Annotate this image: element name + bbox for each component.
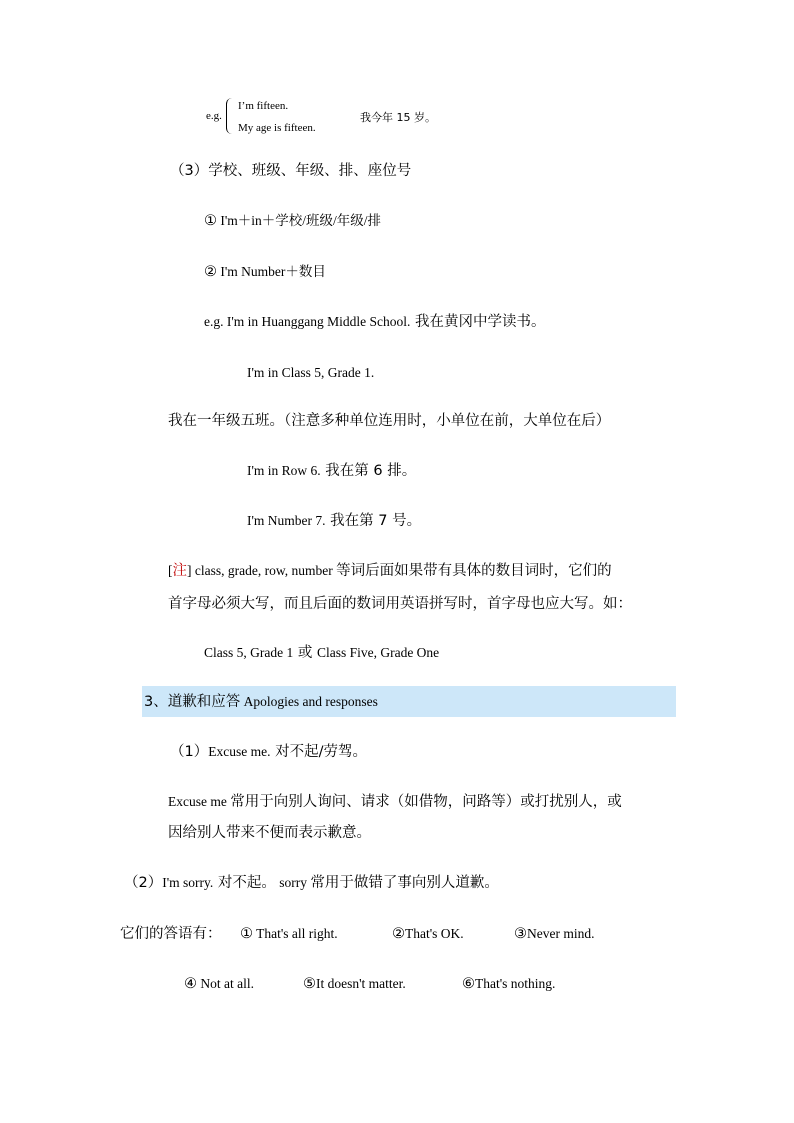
answer-5: [303, 974, 406, 994]
note-mark: 注: [172, 563, 187, 579]
item-1-desc-en: Excuse me: [168, 794, 231, 809]
example-school: [204, 312, 546, 332]
answer-4: [184, 974, 254, 994]
note-example-2: Class Five, Grade One: [316, 645, 440, 660]
section-3-title: （3）学校、班级、年级、排、座位号: [170, 163, 412, 179]
item-1-desc: [168, 792, 622, 812]
section-heading: [144, 692, 378, 712]
example-row-en: I'm in Row 6.: [247, 463, 321, 478]
example-class-en: I'm in Class 5, Grade 1.: [247, 365, 375, 380]
item-2-en-2: sorry: [275, 875, 311, 890]
rule-1: [204, 211, 381, 231]
note-example: [204, 643, 439, 663]
section-heading-zh: 3、道歉和应答: [144, 694, 241, 710]
rule-1-number: ①: [204, 213, 217, 229]
note-words: class, grade, row, number: [191, 563, 337, 578]
example-translation: 我今年 15 岁。: [360, 111, 436, 124]
note-bracket-open: [: [168, 563, 173, 578]
note-line-1: [168, 561, 612, 581]
answer-1-text: That's all right.: [253, 926, 338, 941]
item-2-en: I'm sorry.: [162, 875, 214, 890]
example-row-zh: 我在第 6 排。: [320, 463, 417, 479]
answer-2-text: That's OK.: [405, 926, 464, 941]
example-number-zh: 我在第 7 号。: [325, 513, 422, 529]
example-row: [247, 461, 416, 481]
answer-4-number: ④: [184, 976, 197, 992]
section-heading-en: Apologies and responses: [240, 694, 378, 709]
item-2-number: （2）: [124, 875, 163, 891]
item-2-zh-2: 常用于做错了事向别人道歉。: [310, 875, 499, 891]
answer-4-text: Not at all.: [197, 976, 254, 991]
example-line-1: I’m fifteen.: [238, 100, 289, 112]
example-class-zh: 我在一年级五班。（注意多种单位连用时，小单位在前，大单位在后）: [168, 413, 611, 429]
answer-1: [240, 924, 338, 944]
note-bracket-close: ]: [187, 563, 192, 578]
item-2-zh: 对不起。: [213, 875, 276, 891]
note-text-1: 等词后面如果带有具体的数目词时，它们的: [336, 563, 612, 579]
example-school-zh: 我在黄冈中学读书。: [410, 314, 546, 330]
item-1-en: Excuse me.: [208, 744, 271, 759]
answer-6: [462, 974, 555, 994]
example-number-en: I'm Number 7.: [247, 513, 326, 528]
note-example-1: Class 5, Grade 1: [204, 645, 294, 660]
answer-6-number: ⑥: [462, 976, 475, 992]
rule-1-text: I'm＋in＋学校/班级/年级/排: [217, 213, 382, 228]
item-1-desc-line-2: 因给别人带来不便而表示歉意。: [168, 825, 371, 841]
eg-label: e.g.: [206, 110, 222, 122]
answer-6-text: That's nothing.: [475, 976, 556, 991]
item-1-number: （1）: [170, 744, 209, 760]
answer-5-text: It doesn't matter.: [316, 976, 406, 991]
answer-3: [514, 924, 594, 944]
answer-5-number: ⑤: [303, 976, 316, 992]
answer-3-number: ③: [514, 926, 527, 942]
answer-3-text: Never mind.: [527, 926, 595, 941]
note-example-or: 或: [293, 645, 317, 661]
brace-symbol: [226, 98, 235, 134]
rule-2: [204, 262, 326, 282]
answer-1-number: ①: [240, 926, 253, 942]
answers-label: 它们的答语有：: [120, 926, 222, 942]
example-school-en: e.g. I'm in Huanggang Middle School.: [204, 314, 411, 329]
item-1: [170, 742, 367, 762]
rule-2-number: ②: [204, 264, 217, 280]
example-line-2: My age is fifteen.: [238, 122, 316, 134]
answer-2-number: ②: [392, 926, 405, 942]
example-number: [247, 511, 421, 531]
rule-2-text: I'm Number＋数目: [217, 264, 326, 279]
item-2: [124, 873, 499, 893]
item-1-desc-zh: 常用于向别人询问、请求（如借物，问路等）或打扰别人，或: [230, 794, 622, 810]
item-1-zh: 对不起/劳驾。: [270, 744, 367, 760]
answer-2: [392, 924, 464, 944]
note-line-2: 首字母必须大写，而且后面的数词用英语拼写时，首字母也应大写。如：: [168, 596, 632, 612]
